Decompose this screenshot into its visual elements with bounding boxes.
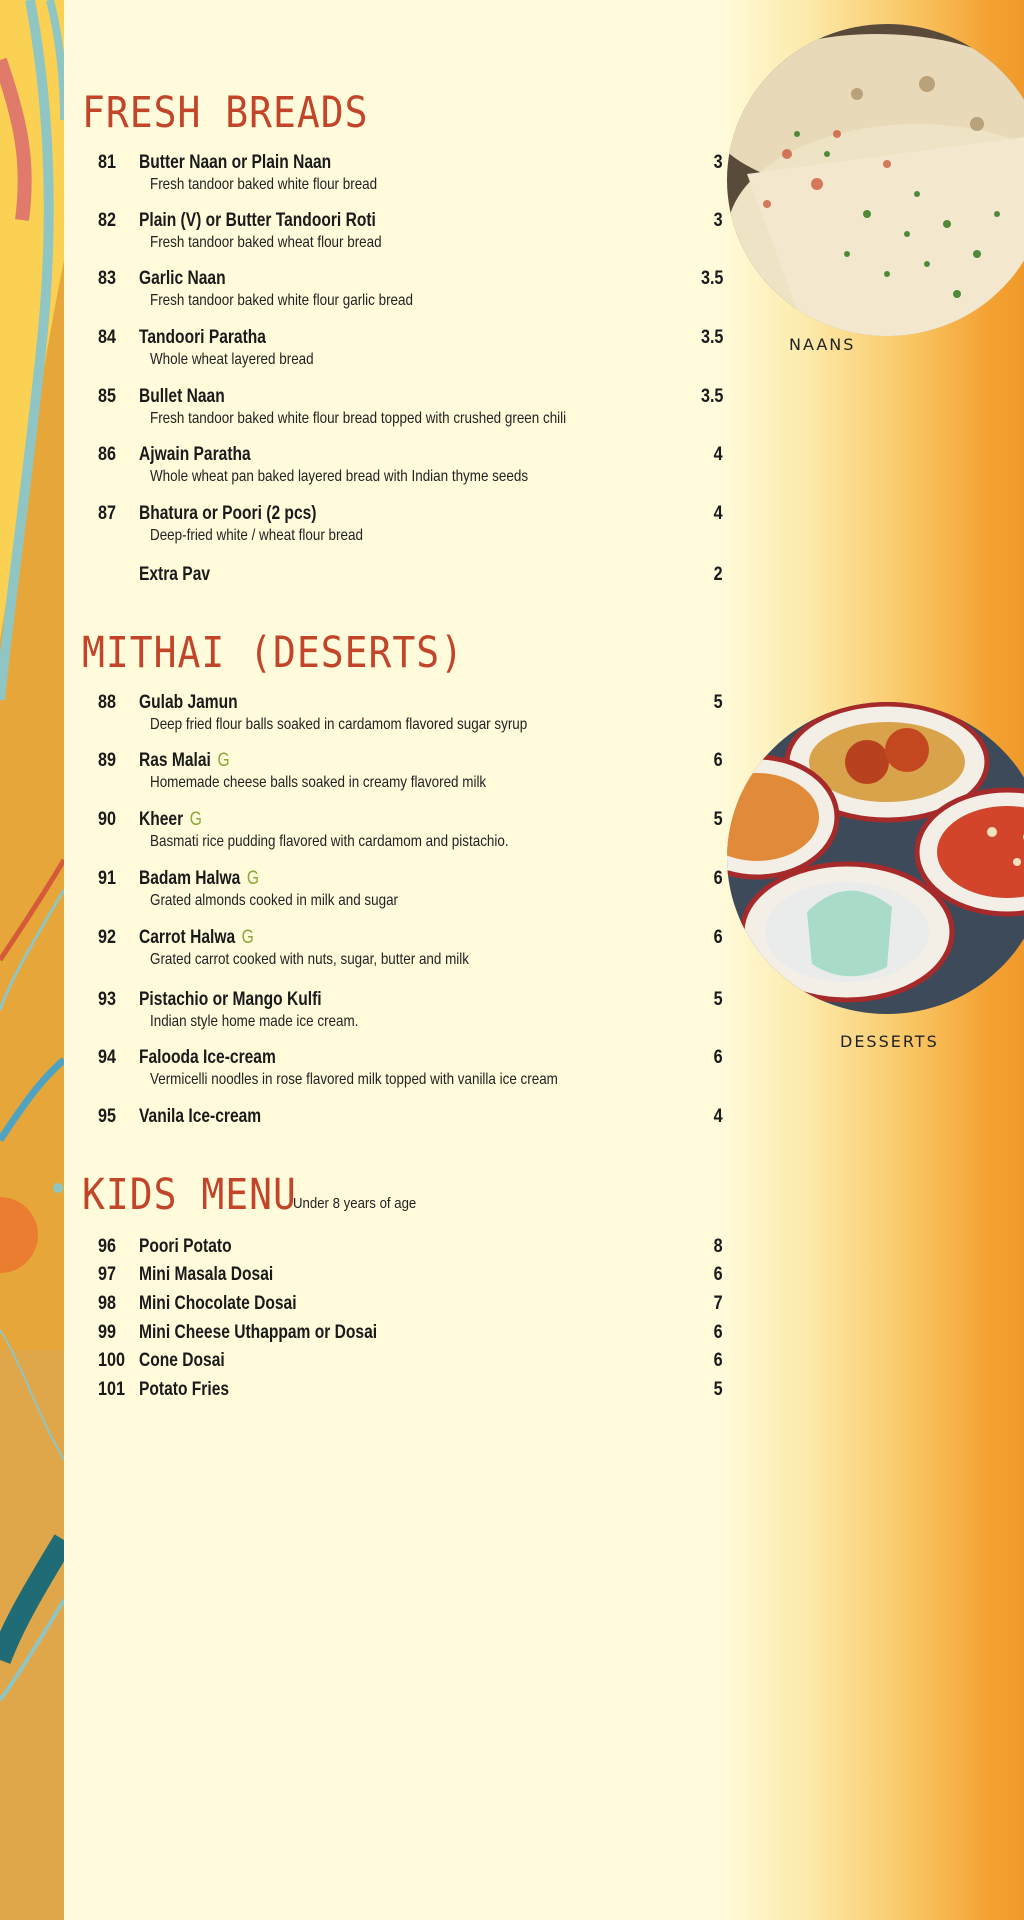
menu-item: [0, 1047, 730, 1103]
item-number: 83: [98, 268, 116, 289]
item-number: 81: [98, 152, 116, 173]
item-description: Grated almonds cooked in milk and sugar: [150, 892, 399, 909]
item-name-text: Potato Fries: [139, 1379, 230, 1400]
naan-photo-icon: [727, 24, 1024, 336]
item-name: [139, 1264, 273, 1286]
desserts-photo: [727, 702, 1024, 1014]
item-name: [139, 927, 254, 949]
item-name-text: Mini Chocolate Dosai: [139, 1293, 297, 1314]
item-name-text: Vanila Ice-cream: [139, 1106, 262, 1127]
item-price: 6: [714, 1264, 723, 1285]
item-name: [139, 210, 376, 232]
item-number: 96: [98, 1236, 116, 1257]
item-name: [139, 809, 202, 831]
item-price: 5: [714, 809, 723, 830]
item-description: Deep fried flour balls soaked in cardamom flavored sugar syrup: [150, 716, 528, 733]
item-name-text: Pistachio or Mango Kulfi: [139, 989, 322, 1010]
item-number: 82: [98, 210, 116, 231]
item-number: 86: [98, 444, 116, 465]
item-name-text: Gulab Jamun: [139, 692, 238, 713]
item-name: [139, 1293, 297, 1315]
item-price: 3.5: [700, 327, 723, 348]
menu-item: [0, 750, 730, 806]
item-price: 6: [714, 927, 723, 948]
item-name: [139, 444, 251, 466]
item-price: 6: [714, 1350, 723, 1371]
item-name-text: Garlic Naan: [139, 268, 226, 289]
item-number: 99: [98, 1322, 116, 1343]
item-name-text: Mini Cheese Uthappam or Dosai: [139, 1322, 378, 1343]
item-description: Indian style home made ice cream.: [150, 1013, 359, 1030]
item-price: 4: [714, 444, 723, 465]
menu-item: [0, 268, 730, 324]
gluten-tag: G: [217, 750, 230, 771]
item-description: Grated carrot cooked with nuts, sugar, butter and milk: [150, 951, 469, 968]
item-number: 88: [98, 692, 116, 713]
item-name: [139, 692, 238, 714]
item-number: 94: [98, 1047, 116, 1068]
item-name-text: Extra Pav: [139, 564, 211, 585]
item-description: Fresh tandoor baked white flour garlic bread: [150, 292, 413, 309]
item-name: [139, 750, 230, 772]
menu-item: [0, 989, 730, 1045]
item-price: 5: [714, 989, 723, 1010]
item-number: 91: [98, 868, 116, 889]
item-description: Vermicelli noodles in rose flavored milk topped with vanilla ice cream: [150, 1071, 558, 1088]
item-name: [139, 1350, 225, 1372]
menu-item: [0, 868, 730, 924]
menu-item: [0, 503, 730, 559]
item-price: 2: [714, 564, 723, 585]
item-name: [139, 989, 322, 1011]
item-price: 5: [714, 692, 723, 713]
desserts-photo-icon: [727, 702, 1024, 1014]
item-price: 4: [714, 1106, 723, 1127]
section-title-kids: KIDS MENU: [82, 1170, 297, 1220]
item-number: 84: [98, 327, 116, 348]
desserts-caption: DESSERTS: [840, 1032, 939, 1051]
item-number: 89: [98, 750, 116, 771]
item-name: [139, 268, 226, 290]
naans-caption: NAANS: [789, 335, 856, 354]
item-number: 100: [98, 1350, 125, 1371]
item-name-text: Ras Malai: [139, 750, 211, 771]
item-price: 6: [714, 1047, 723, 1068]
item-price: 3.5: [700, 268, 723, 289]
kids-menu-subtitle: Under 8 years of age: [293, 1195, 417, 1212]
item-price: 6: [714, 868, 723, 889]
item-name-text: Kheer: [139, 809, 184, 830]
item-description: Whole wheat pan baked layered bread with Indian thyme seeds: [150, 468, 529, 485]
gluten-tag: G: [241, 927, 254, 948]
gluten-tag: G: [189, 809, 202, 830]
item-name: [139, 1379, 229, 1401]
item-name-text: Butter Naan or Plain Naan: [139, 152, 332, 173]
menu-item: [0, 1106, 730, 1162]
item-number: 85: [98, 386, 116, 407]
item-price: 3: [714, 210, 723, 231]
naan-photo: [727, 24, 1024, 336]
item-name-text: Badam Halwa: [139, 868, 241, 889]
menu-item: [0, 210, 730, 266]
item-number: 95: [98, 1106, 116, 1127]
item-price: 4: [714, 503, 723, 524]
item-name-text: Plain (V) or Butter Tandoori Roti: [139, 210, 376, 231]
item-name: [139, 1047, 276, 1069]
item-description: Homemade cheese balls soaked in creamy flavored milk: [150, 774, 487, 791]
section-title-deserts: MITHAI (DESERTS): [82, 628, 465, 678]
item-name-text: Mini Masala Dosai: [139, 1264, 274, 1285]
menu-item: [0, 152, 730, 208]
menu-item: [0, 444, 730, 500]
menu-item: [0, 927, 730, 983]
item-name-text: Falooda Ice-cream: [139, 1047, 276, 1068]
item-number: 97: [98, 1264, 116, 1285]
item-description: Basmati rice pudding flavored with cardamom and pistachio.: [150, 833, 509, 850]
item-number: 98: [98, 1293, 116, 1314]
menu-item: [0, 327, 730, 383]
item-price: 8: [714, 1236, 723, 1257]
item-name: [139, 1236, 232, 1258]
item-name: [139, 386, 225, 408]
item-name-text: Bhatura or Poori (2 pcs): [139, 503, 317, 524]
item-price: 7: [714, 1293, 723, 1314]
item-price: 3: [714, 152, 723, 173]
item-name-text: Bullet Naan: [139, 386, 225, 407]
item-number: 90: [98, 809, 116, 830]
menu-item: [0, 1379, 730, 1435]
item-name-text: Carrot Halwa: [139, 927, 236, 948]
item-number: 92: [98, 927, 116, 948]
menu-item: [0, 692, 730, 748]
menu-item: [0, 386, 730, 442]
item-description: Fresh tandoor baked wheat flour bread: [150, 234, 382, 251]
item-price: 6: [714, 750, 723, 771]
item-name: [139, 327, 266, 349]
section-title-breads: FRESH BREADS: [82, 88, 369, 138]
item-number: 87: [98, 503, 116, 524]
item-name: [139, 564, 210, 586]
item-number: 93: [98, 989, 116, 1010]
item-description: Fresh tandoor baked white flour bread topped with crushed green chili: [150, 410, 567, 427]
item-name: [139, 868, 259, 890]
item-price: 6: [714, 1322, 723, 1343]
item-name: [139, 1322, 377, 1344]
item-name-text: Ajwain Paratha: [139, 444, 251, 465]
menu-item: [0, 809, 730, 865]
item-name: [139, 1106, 261, 1128]
menu-item: [0, 564, 730, 620]
item-name: [139, 152, 331, 174]
item-description: Deep-fried white / wheat flour bread: [150, 527, 363, 544]
item-name: [139, 503, 316, 525]
item-description: Fresh tandoor baked white flour bread: [150, 176, 378, 193]
item-number: 101: [98, 1379, 125, 1400]
item-price: 3.5: [700, 386, 723, 407]
item-description: Whole wheat layered bread: [150, 351, 314, 368]
gluten-tag: G: [246, 868, 259, 889]
item-name-text: Poori Potato: [139, 1236, 232, 1257]
item-price: 5: [714, 1379, 723, 1400]
item-name-text: Tandoori Paratha: [139, 327, 266, 348]
item-name-text: Cone Dosai: [139, 1350, 225, 1371]
